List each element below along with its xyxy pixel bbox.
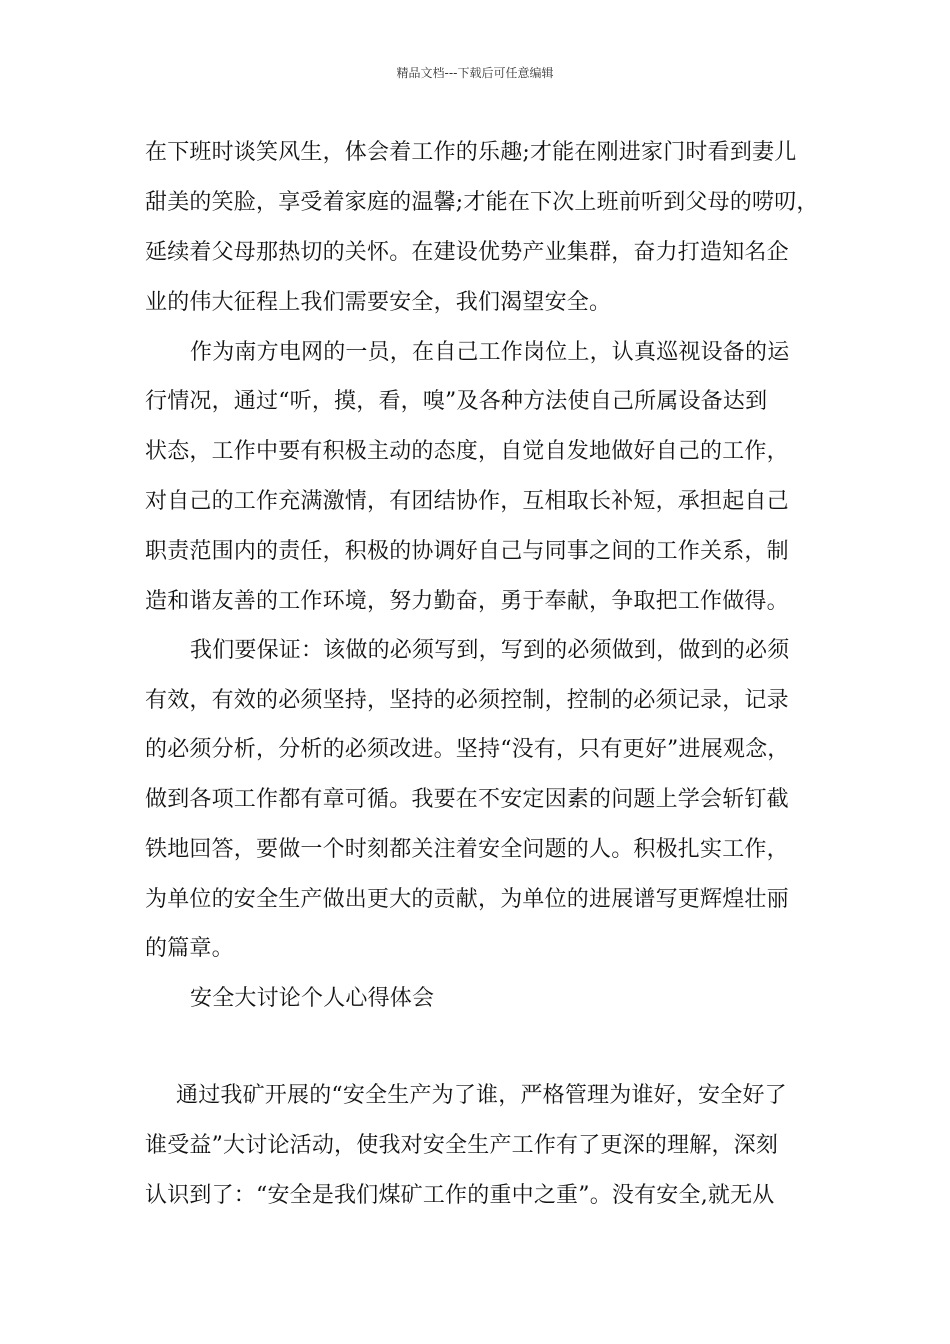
paragraph-3-line-4: 做到各项工作都有章可循。我要在不安定因素的问题上学会斩钉截 — [145, 787, 789, 812]
final-paragraph-line-1: 通过我矿开展的“安全生产为了谁，严格管理为谁好，安全好了 — [176, 1083, 787, 1108]
paragraph-3-line-2: 有效，有效的必须坚持，坚持的必须控制，控制的必须记录，记录 — [145, 688, 789, 713]
final-paragraph-line-3: 认识到了：“安全是我们煤矿工作的重中之重”。没有安全,就无从 — [145, 1183, 775, 1208]
paragraph-1-line-1: 在下班时谈笑风生，体会着工作的乐趣;才能在刚进家门时看到妻儿 — [145, 140, 797, 165]
paragraph-3-line-5: 铁地回答，要做一个时刻都关注着安全问题的人。积极扎实工作， — [145, 837, 789, 862]
paragraph-3-line-3: 的必须分析，分析的必须改进。坚持“没有，只有更好”进展观念， — [145, 737, 790, 762]
paragraph-1-line-4: 业的伟大征程上我们需要安全，我们渴望安全。 — [145, 290, 612, 315]
paragraph-2-line-3: 状态，工作中要有积极主动的态度，自觉自发地做好自己的工作， — [145, 439, 789, 464]
paragraph-2-line-1: 作为南方电网的一员，在自己工作岗位上，认真巡视设备的运 — [190, 340, 790, 365]
paragraph-2-line-4: 对自己的工作充满激情，有团结协作，互相取长补短，承担起自己 — [145, 489, 789, 514]
paragraph-2-line-5: 职责范围内的责任，积极的协调好自己与同事之间的工作关系，制 — [145, 539, 789, 564]
paragraph-1-line-2: 甜美的笑脸，享受着家庭的温馨;才能在下次上班前听到父母的唠叨， — [145, 190, 819, 215]
paragraph-1-line-3: 延续着父母那热切的关怀。在建设优势产业集群，奋力打造知名企 — [145, 240, 789, 265]
paragraph-3-line-1: 我们要保证：该做的必须写到，写到的必须做到，做到的必须 — [190, 638, 790, 663]
paragraph-2-line-6: 造和谐友善的工作环境，努力勤奋，勇于奉献，争取把工作做得。 — [145, 589, 789, 614]
paragraph-2-line-2: 行情况，通过“听，摸，看，嗅”及各种方法使自己所属设备达到 — [145, 389, 768, 414]
paragraph-3-line-7: 的篇章。 — [145, 936, 234, 961]
section-title: 安全大讨论个人心得体会 — [190, 986, 435, 1011]
page-header: 精品文档---下载后可任意编辑 — [396, 66, 554, 80]
final-paragraph-line-2: 谁受益”大讨论活动，使我对安全生产工作有了更深的理解，深刻 — [145, 1133, 779, 1158]
paragraph-3-line-6: 为单位的安全生产做出更大的贡献，为单位的进展谱写更辉煌壮丽 — [145, 887, 789, 912]
